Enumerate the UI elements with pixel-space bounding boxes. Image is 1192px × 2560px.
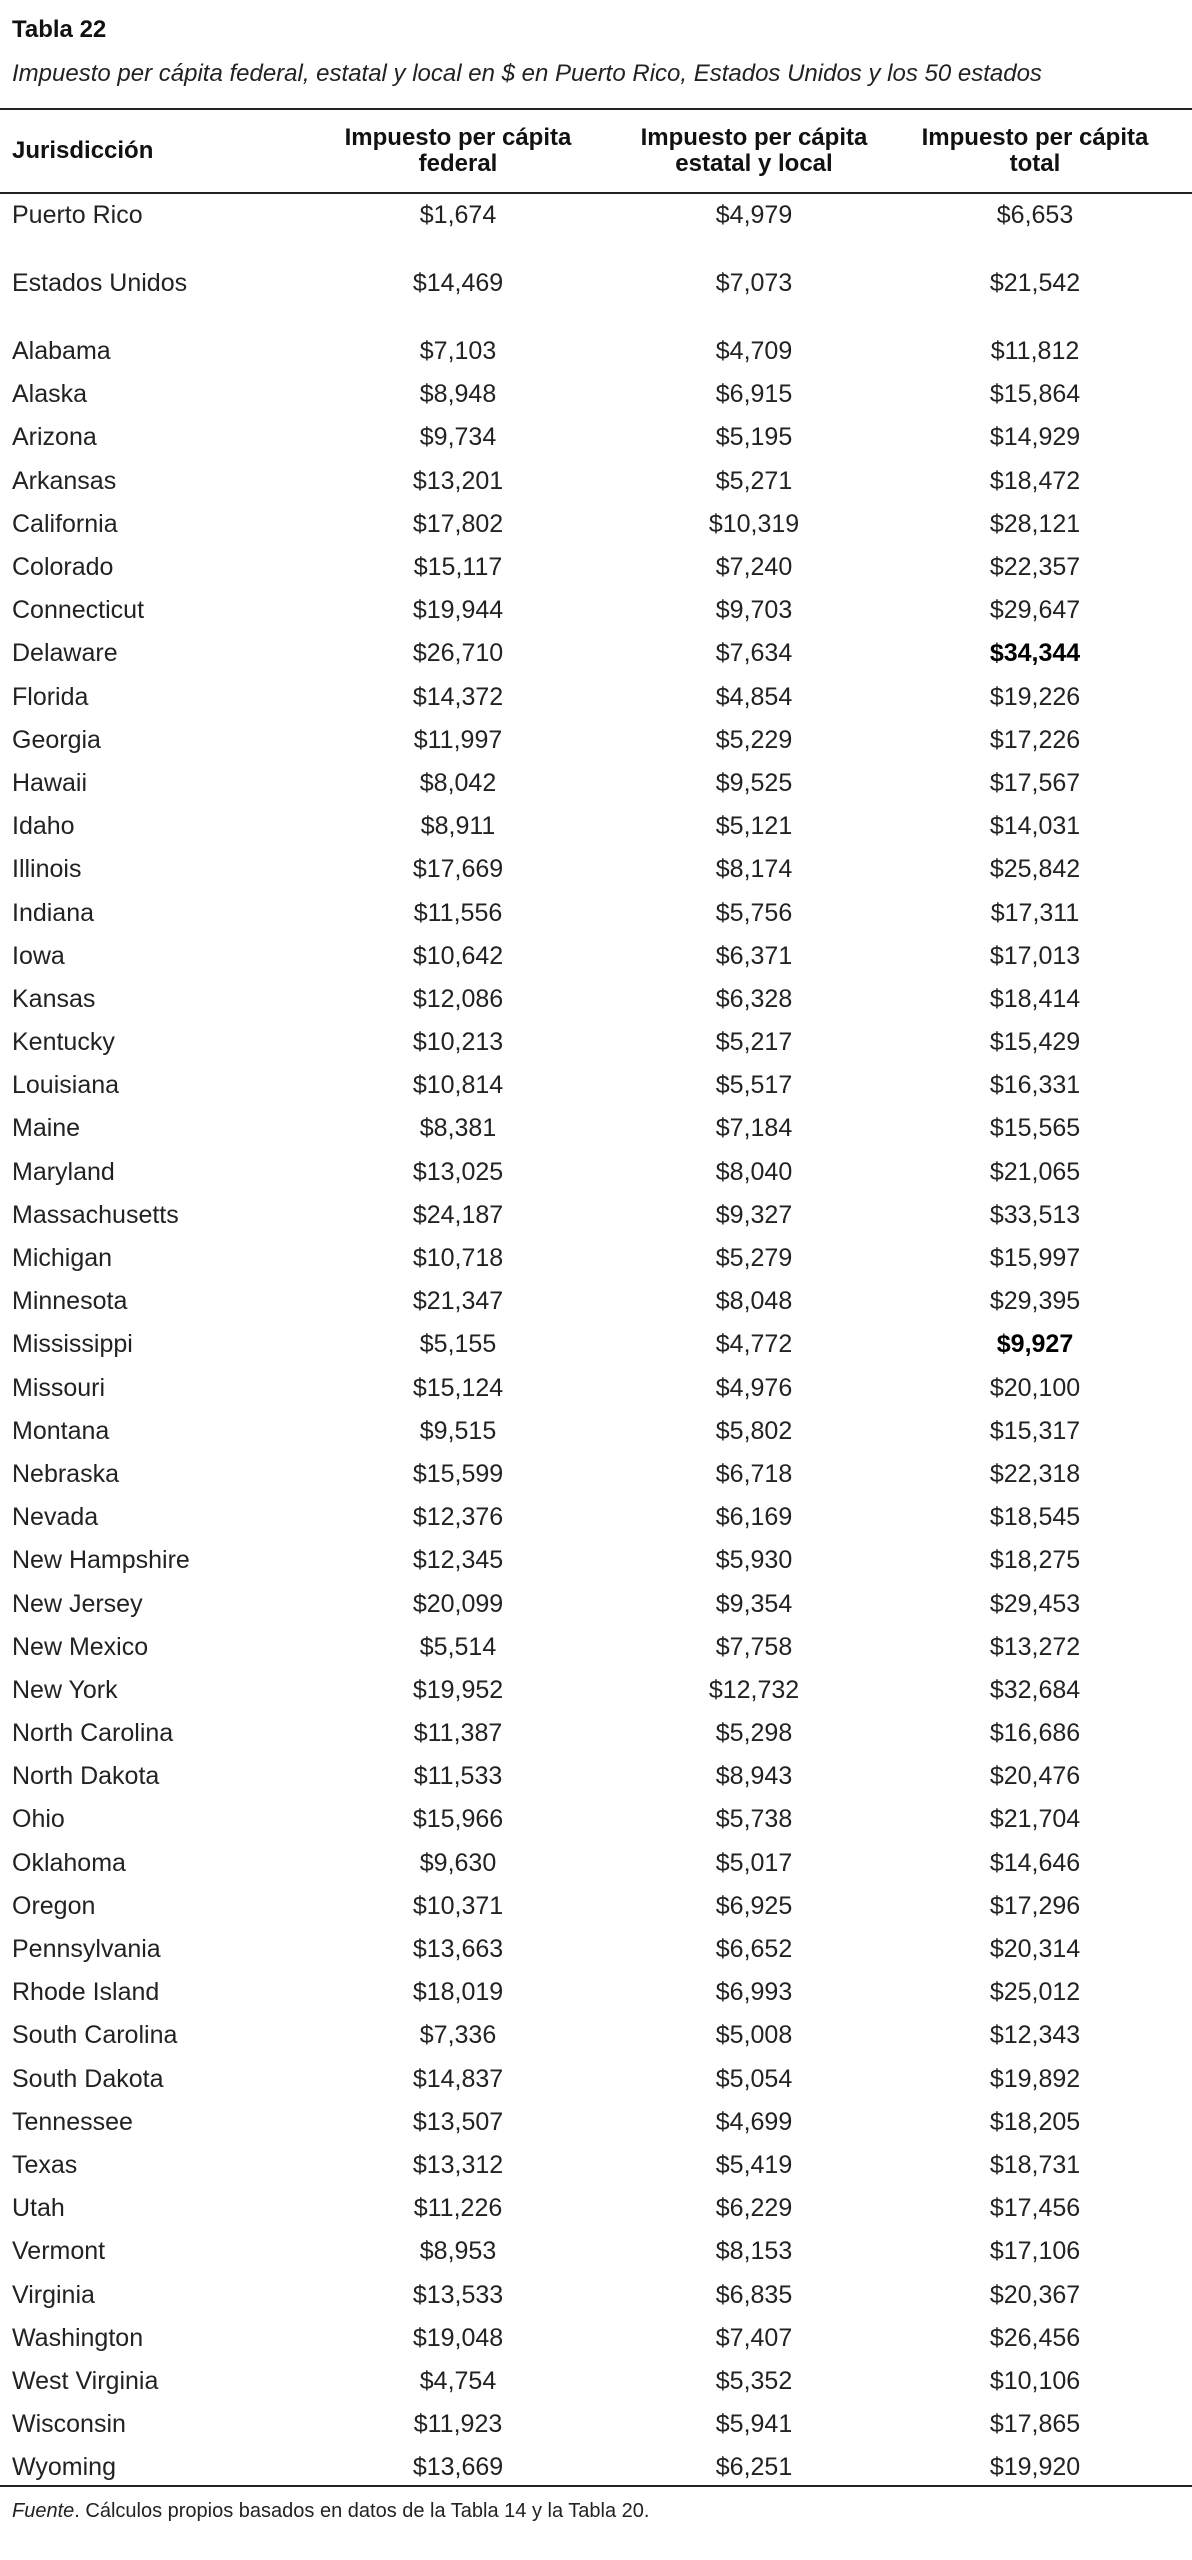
cell-jurisdiccion: Montana: [12, 1416, 110, 1445]
cell-total: $29,647: [989, 596, 1081, 625]
cell-jurisdiccion: Oregon: [12, 1891, 96, 1920]
table-row: [12, 1237, 1192, 1280]
table-row: [12, 2230, 1192, 2273]
table-row: [12, 1582, 1192, 1625]
cell-estatal-local: $6,915: [715, 380, 793, 409]
table-row: [12, 1280, 1192, 1323]
table-row: [12, 1626, 1192, 1669]
cell-estatal-local: $4,854: [715, 682, 793, 711]
cell-federal: $24,187: [412, 1200, 504, 1229]
cell-estatal-local: $5,298: [715, 1719, 793, 1748]
table-row: [12, 589, 1192, 632]
table-row: [12, 1798, 1192, 1841]
cell-total: $32,684: [989, 1675, 1081, 1704]
cell-jurisdiccion: Mississippi: [12, 1330, 133, 1359]
table-bottom-rule: [0, 2485, 1192, 2487]
cell-jurisdiccion: Louisiana: [12, 1071, 120, 1100]
column-header-total: Impuesto per cápita total: [921, 124, 1149, 177]
cell-jurisdiccion: North Carolina: [12, 1719, 174, 1748]
table-row: [12, 2058, 1192, 2101]
cell-jurisdiccion: Connecticut: [12, 596, 145, 625]
cell-total: $29,395: [989, 1287, 1081, 1316]
cell-estatal-local: $4,976: [715, 1373, 793, 1402]
cell-jurisdiccion: Massachusetts: [12, 1200, 179, 1229]
cell-jurisdiccion: Maryland: [12, 1157, 115, 1186]
cell-estatal-local: $7,634: [715, 639, 793, 668]
table-row: [12, 1669, 1192, 1712]
cell-federal: $11,997: [413, 725, 503, 754]
cell-jurisdiccion: Wyoming: [12, 2453, 116, 2482]
cell-estatal-local: $6,652: [715, 1935, 793, 1964]
cell-estatal-local: $5,217: [715, 1028, 793, 1057]
cell-jurisdiccion: Missouri: [12, 1373, 106, 1402]
cell-total: $14,929: [989, 423, 1081, 452]
cell-total: $22,357: [989, 553, 1081, 582]
table-row: [12, 719, 1192, 762]
cell-total: $21,704: [989, 1805, 1081, 1834]
table-row: [12, 1928, 1192, 1971]
cell-estatal-local: $5,054: [715, 2064, 793, 2093]
cell-total: $16,686: [989, 1719, 1081, 1748]
cell-total: $25,012: [989, 1978, 1081, 2007]
cell-total: $22,318: [989, 1459, 1081, 1488]
table-row: [12, 891, 1192, 934]
cell-estatal-local: $4,709: [715, 337, 793, 366]
cell-total: $14,031: [989, 812, 1081, 841]
cell-federal: $7,336: [419, 2021, 497, 2050]
cell-jurisdiccion: Hawaii: [12, 768, 88, 797]
cell-total: $16,331: [989, 1071, 1081, 1100]
cell-federal: $26,710: [412, 639, 504, 668]
cell-jurisdiccion: Georgia: [12, 725, 101, 754]
cell-estatal-local: $5,195: [715, 423, 793, 452]
cell-estatal-local: $6,718: [715, 1459, 793, 1488]
cell-federal: $10,642: [412, 941, 504, 970]
cell-jurisdiccion: South Carolina: [12, 2021, 178, 2050]
cell-federal: $13,201: [412, 466, 504, 495]
cell-federal: $5,155: [419, 1330, 497, 1359]
cell-jurisdiccion: Illinois: [12, 855, 82, 884]
table-row: [12, 1410, 1192, 1453]
cell-federal: $9,734: [419, 423, 497, 452]
cell-federal: $8,381: [419, 1114, 497, 1143]
cell-estatal-local: $5,017: [715, 1848, 793, 1877]
cell-total: $33,513: [989, 1200, 1081, 1229]
cell-federal: $8,948: [419, 380, 497, 409]
cell-jurisdiccion: Michigan: [12, 1244, 113, 1273]
cell-total: $15,997: [989, 1244, 1081, 1273]
cell-estatal-local: $5,930: [715, 1546, 793, 1575]
cell-federal: $17,669: [412, 855, 504, 884]
cell-federal: $11,533: [413, 1762, 503, 1791]
cell-estatal-local: $6,371: [715, 941, 793, 970]
cell-estatal-local: $5,941: [715, 2410, 793, 2439]
cell-estatal-local: $7,407: [715, 2323, 793, 2352]
cell-jurisdiccion: New Jersey: [12, 1589, 143, 1618]
cell-total: $17,865: [989, 2410, 1081, 2439]
table-row: [12, 2446, 1192, 2489]
cell-total: $13,272: [989, 1632, 1081, 1661]
cell-federal: $13,669: [412, 2453, 504, 2482]
cell-federal: $14,837: [412, 2064, 504, 2093]
cell-federal: $10,814: [412, 1071, 504, 1100]
cell-federal: $11,226: [413, 2194, 503, 2223]
cell-estatal-local: $5,756: [715, 898, 793, 927]
cell-estatal-local: $5,352: [715, 2366, 793, 2395]
cell-federal: $8,953: [419, 2237, 497, 2266]
cell-estatal-local: $6,328: [715, 984, 793, 1013]
cell-estatal-local: $5,419: [715, 2150, 793, 2179]
cell-estatal-local: $7,184: [715, 1114, 793, 1143]
cell-estatal-local: $8,943: [715, 1762, 793, 1791]
cell-jurisdiccion: Iowa: [12, 941, 65, 970]
cell-estatal-local: $5,271: [715, 466, 793, 495]
cell-estatal-local: $8,040: [715, 1157, 793, 1186]
cell-total: $34,344: [989, 639, 1081, 668]
cell-jurisdiccion: Puerto Rico: [12, 201, 143, 230]
cell-jurisdiccion: Minnesota: [12, 1287, 128, 1316]
cell-federal: $13,312: [412, 2150, 504, 2179]
cell-total: $29,453: [989, 1589, 1081, 1618]
cell-estatal-local: $7,073: [715, 269, 793, 298]
cell-total: $20,367: [989, 2280, 1081, 2309]
cell-estatal-local: $4,979: [715, 201, 793, 230]
cell-federal: $9,630: [419, 1848, 497, 1877]
cell-federal: $14,372: [412, 682, 504, 711]
cell-estatal-local: $5,121: [715, 812, 793, 841]
table-row: [12, 632, 1192, 675]
table-body: [12, 194, 1192, 2489]
cell-jurisdiccion: Texas: [12, 2150, 78, 2179]
column-header-jurisdiccion: Jurisdicción: [12, 137, 154, 164]
cell-federal: $8,042: [419, 768, 497, 797]
cell-federal: $17,802: [412, 509, 504, 538]
table-row: [12, 1885, 1192, 1928]
cell-total: $25,842: [989, 855, 1081, 884]
cell-jurisdiccion: Vermont: [12, 2237, 106, 2266]
cell-federal: $12,376: [412, 1503, 504, 1532]
cell-total: $19,920: [989, 2453, 1081, 2482]
table-row: [12, 1194, 1192, 1237]
cell-total: $15,429: [989, 1028, 1081, 1057]
cell-total: $17,311: [990, 898, 1080, 927]
cell-federal: $5,514: [419, 1632, 497, 1661]
cell-jurisdiccion: Oklahoma: [12, 1848, 126, 1877]
cell-jurisdiccion: North Dakota: [12, 1762, 160, 1791]
cell-estatal-local: $6,993: [715, 1978, 793, 2007]
table-row: [12, 1453, 1192, 1496]
cell-total: $15,565: [989, 1114, 1081, 1143]
table-header-row: [12, 110, 1192, 192]
table-row: [12, 503, 1192, 546]
cell-federal: $13,663: [412, 1935, 504, 1964]
cell-total: $20,476: [989, 1762, 1081, 1791]
cell-federal: $15,599: [412, 1459, 504, 1488]
table-row: [12, 978, 1192, 1021]
table-row: [12, 546, 1192, 589]
cell-federal: $8,911: [420, 812, 496, 841]
table-row: [12, 373, 1192, 416]
cell-total: $18,472: [989, 466, 1081, 495]
cell-federal: $11,556: [413, 898, 503, 927]
table-row: [12, 1842, 1192, 1885]
cell-federal: $20,099: [412, 1589, 504, 1618]
cell-estatal-local: $6,229: [715, 2194, 793, 2223]
cell-estatal-local: $5,229: [715, 725, 793, 754]
cell-jurisdiccion: Kentucky: [12, 1028, 115, 1057]
table-row: [12, 1496, 1192, 1539]
cell-total: $19,892: [989, 2064, 1081, 2093]
cell-federal: $19,944: [412, 596, 504, 625]
table-row: [12, 1021, 1192, 1064]
cell-jurisdiccion: Alabama: [12, 337, 111, 366]
cell-jurisdiccion: Wisconsin: [12, 2410, 126, 2439]
cell-total: $11,812: [990, 337, 1080, 366]
cell-total: $21,542: [989, 269, 1081, 298]
cell-federal: $21,347: [412, 1287, 504, 1316]
table-row: [12, 1539, 1192, 1582]
table-row: [12, 935, 1192, 978]
cell-total: $17,013: [989, 941, 1081, 970]
cell-jurisdiccion: California: [12, 509, 118, 538]
cell-total: $9,927: [996, 1330, 1074, 1359]
table-row: [12, 2014, 1192, 2057]
cell-estatal-local: $9,525: [715, 768, 793, 797]
cell-jurisdiccion: Indiana: [12, 898, 95, 927]
cell-total: $26,456: [989, 2323, 1081, 2352]
cell-estatal-local: $9,354: [715, 1589, 793, 1618]
cell-federal: $15,966: [412, 1805, 504, 1834]
table-label: Tabla 22: [12, 16, 107, 43]
cell-total: $12,343: [989, 2021, 1081, 2050]
cell-total: $17,567: [989, 768, 1081, 797]
cell-federal: $10,718: [412, 1244, 504, 1273]
cell-federal: $12,345: [412, 1546, 504, 1575]
cell-estatal-local: $6,925: [715, 1891, 793, 1920]
cell-total: $18,731: [989, 2150, 1081, 2179]
cell-federal: $13,533: [412, 2280, 504, 2309]
cell-jurisdiccion: Florida: [12, 682, 89, 711]
cell-total: $17,106: [989, 2237, 1081, 2266]
cell-total: $17,296: [989, 1891, 1081, 1920]
cell-jurisdiccion: Maine: [12, 1114, 81, 1143]
cell-jurisdiccion: Rhode Island: [12, 1978, 160, 2007]
cell-federal: $14,469: [412, 269, 504, 298]
table-row: [12, 676, 1192, 719]
cell-jurisdiccion: New Mexico: [12, 1632, 149, 1661]
cell-estatal-local: $8,048: [715, 1287, 793, 1316]
cell-total: $18,275: [989, 1546, 1081, 1575]
cell-jurisdiccion: Nebraska: [12, 1459, 119, 1488]
table-row: [12, 1323, 1192, 1366]
column-header-estatal-local: Impuesto per cápita estatal y local: [640, 124, 868, 177]
cell-estatal-local: $7,758: [715, 1632, 793, 1661]
footnote-text: . Cálculos propios basados en datos de la Tabla 14 y la Tabla 20.: [74, 2500, 650, 2522]
cell-federal: $1,674: [419, 201, 497, 230]
table-row: [12, 762, 1192, 805]
cell-federal: $10,213: [412, 1028, 504, 1057]
cell-jurisdiccion: Idaho: [12, 812, 75, 841]
cell-total: $15,317: [989, 1416, 1081, 1445]
cell-jurisdiccion: Kansas: [12, 984, 96, 1013]
table-row: [12, 262, 1192, 330]
table-row: [12, 1064, 1192, 1107]
table-footnote: [12, 2500, 649, 2523]
cell-federal: $7,103: [419, 337, 497, 366]
cell-estatal-local: $7,240: [715, 553, 793, 582]
cell-federal: $10,371: [412, 1891, 504, 1920]
table-row: [12, 805, 1192, 848]
cell-estatal-local: $12,732: [708, 1675, 800, 1704]
table-row: [12, 330, 1192, 373]
cell-total: $20,314: [989, 1935, 1081, 1964]
cell-jurisdiccion: New York: [12, 1675, 118, 1704]
cell-total: $18,205: [989, 2107, 1081, 2136]
table-row: [12, 2360, 1192, 2403]
footnote-label: Fuente: [12, 2500, 75, 2522]
cell-federal: $11,387: [413, 1719, 503, 1748]
cell-total: $20,100: [989, 1373, 1081, 1402]
cell-estatal-local: $5,802: [715, 1416, 793, 1445]
table-row: [12, 194, 1192, 262]
cell-federal: $4,754: [419, 2366, 497, 2395]
cell-jurisdiccion: Pennsylvania: [12, 1935, 161, 1964]
cell-federal: $13,025: [412, 1157, 504, 1186]
table-row: [12, 2144, 1192, 2187]
cell-jurisdiccion: Estados Unidos: [12, 269, 188, 298]
cell-estatal-local: $6,169: [715, 1503, 793, 1532]
cell-total: $21,065: [989, 1157, 1081, 1186]
table-row: [12, 1367, 1192, 1410]
cell-estatal-local: $4,699: [715, 2107, 793, 2136]
cell-estatal-local: $9,327: [715, 1200, 793, 1229]
cell-jurisdiccion: West Virginia: [12, 2366, 159, 2395]
cell-total: $15,864: [989, 380, 1081, 409]
cell-total: $14,646: [989, 1848, 1081, 1877]
cell-total: $10,106: [989, 2366, 1081, 2395]
cell-total: $18,545: [989, 1503, 1081, 1532]
cell-federal: $19,048: [412, 2323, 504, 2352]
cell-federal: $15,124: [412, 1373, 504, 1402]
cell-federal: $13,507: [412, 2107, 504, 2136]
table-row: [12, 460, 1192, 503]
cell-federal: $12,086: [412, 984, 504, 1013]
cell-total: $28,121: [989, 509, 1081, 538]
cell-jurisdiccion: Colorado: [12, 553, 114, 582]
cell-total: $17,456: [989, 2194, 1081, 2223]
cell-estatal-local: $8,153: [715, 2237, 793, 2266]
cell-federal: $11,923: [413, 2410, 503, 2439]
cell-jurisdiccion: Arkansas: [12, 466, 117, 495]
cell-estatal-local: $4,772: [715, 1330, 793, 1359]
table-row: [12, 1107, 1192, 1150]
cell-estatal-local: $9,703: [715, 596, 793, 625]
cell-total: $17,226: [989, 725, 1081, 754]
cell-jurisdiccion: Utah: [12, 2194, 65, 2223]
cell-jurisdiccion: Delaware: [12, 639, 118, 668]
table-row: [12, 416, 1192, 459]
table-row: [12, 2317, 1192, 2360]
table-row: [12, 1151, 1192, 1194]
cell-federal: $9,515: [419, 1416, 497, 1445]
table-title: Impuesto per cápita federal, estatal y local en $ en Puerto Rico, Estados Unidos y los 50 estados: [12, 60, 1042, 87]
table-row: [12, 1755, 1192, 1798]
cell-jurisdiccion: Nevada: [12, 1503, 99, 1532]
cell-jurisdiccion: Ohio: [12, 1805, 65, 1834]
cell-estatal-local: $6,251: [715, 2453, 793, 2482]
table-row: [12, 2187, 1192, 2230]
cell-federal: $15,117: [413, 553, 503, 582]
cell-estatal-local: $8,174: [715, 855, 793, 884]
cell-estatal-local: $6,835: [715, 2280, 793, 2309]
cell-federal: $18,019: [412, 1978, 504, 2007]
cell-jurisdiccion: Arizona: [12, 423, 97, 452]
cell-estatal-local: $5,279: [715, 1244, 793, 1273]
cell-jurisdiccion: South Dakota: [12, 2064, 164, 2093]
cell-total: $18,414: [989, 984, 1081, 1013]
cell-estatal-local: $5,517: [715, 1071, 793, 1100]
cell-estatal-local: $10,319: [708, 509, 800, 538]
column-header-federal: Impuesto per cápita federal: [344, 124, 572, 177]
cell-estatal-local: $5,008: [715, 2021, 793, 2050]
cell-total: $6,653: [996, 201, 1074, 230]
table-row: [12, 1971, 1192, 2014]
cell-total: $19,226: [989, 682, 1081, 711]
cell-federal: $19,952: [412, 1675, 504, 1704]
table-row: [12, 2273, 1192, 2316]
cell-estatal-local: $5,738: [715, 1805, 793, 1834]
cell-jurisdiccion: Virginia: [12, 2280, 95, 2309]
table-row: [12, 2101, 1192, 2144]
table-row: [12, 1712, 1192, 1755]
table-row: [12, 848, 1192, 891]
cell-jurisdiccion: New Hampshire: [12, 1546, 190, 1575]
cell-jurisdiccion: Washington: [12, 2323, 144, 2352]
cell-jurisdiccion: Alaska: [12, 380, 88, 409]
table-row: [12, 2403, 1192, 2446]
cell-jurisdiccion: Tennessee: [12, 2107, 133, 2136]
